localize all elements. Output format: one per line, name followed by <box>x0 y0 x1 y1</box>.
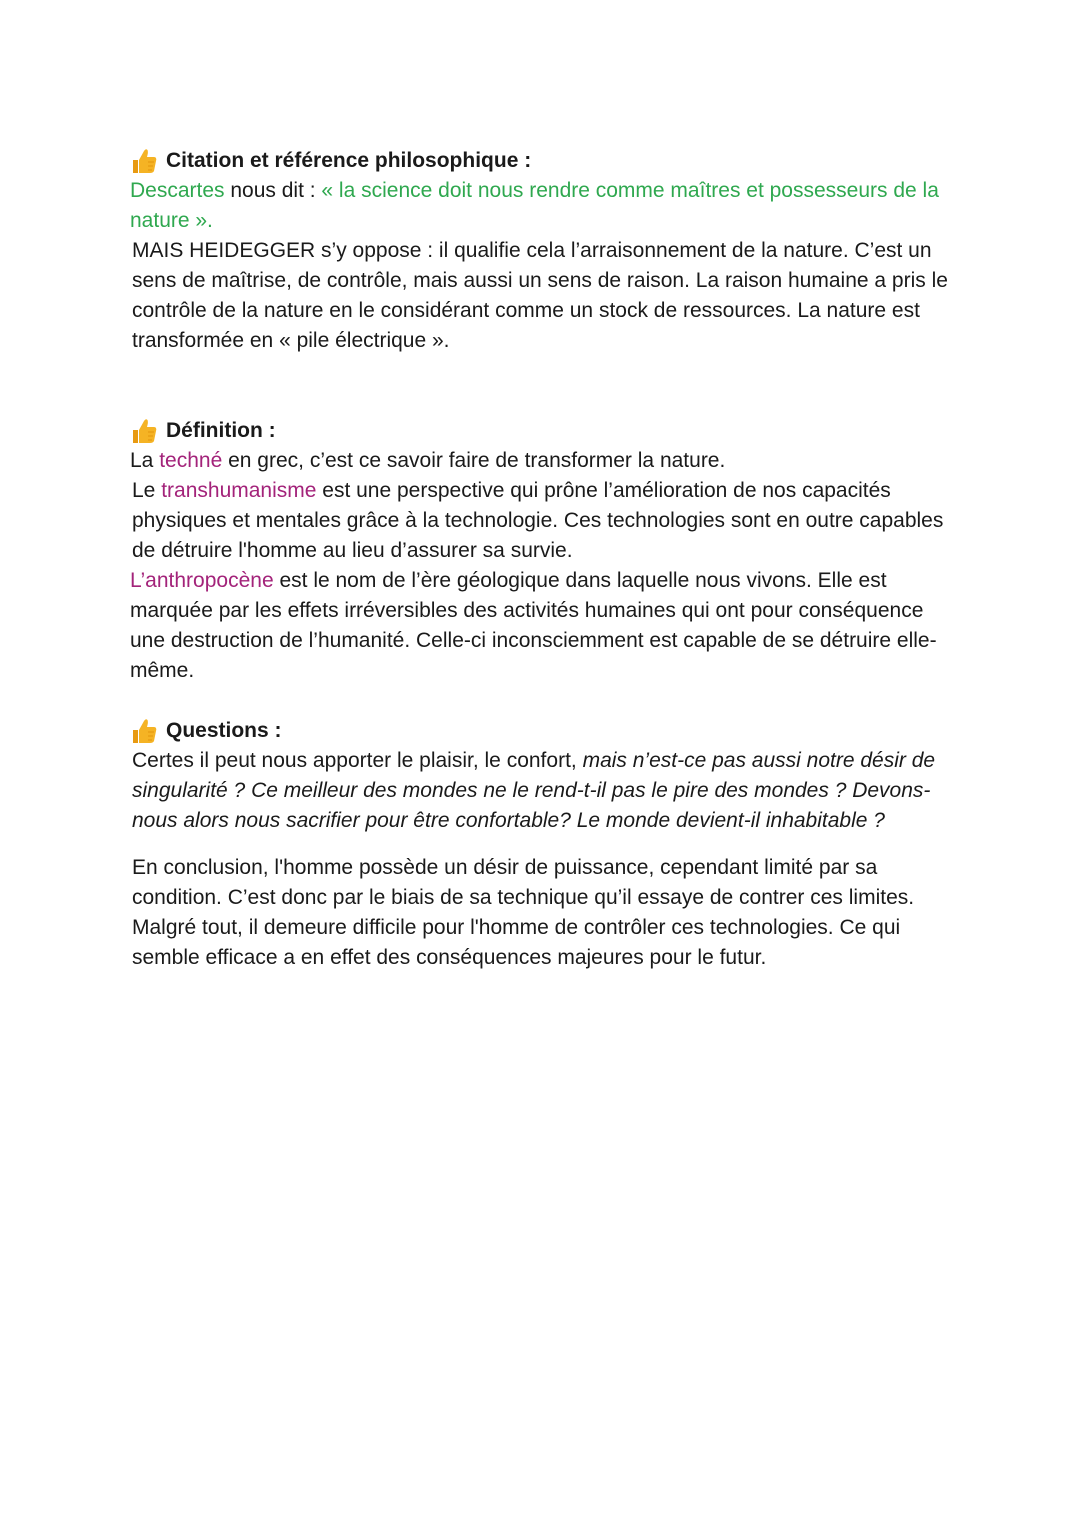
definition-transhumanisme <box>130 476 950 566</box>
descartes-mid: nous dit : <box>224 179 322 202</box>
techne-pre: La <box>130 449 160 472</box>
questions-section <box>130 716 950 836</box>
definition-techne <box>130 446 950 476</box>
conclusion-section <box>130 853 950 973</box>
transhumanisme-pre: Le <box>132 479 162 502</box>
thumbs-up-icon <box>130 717 158 745</box>
anthropocene-term: L’anthropocène <box>130 569 274 592</box>
questions-paragraph <box>130 746 950 836</box>
descartes-quote <box>130 176 950 236</box>
transhumanisme-term: transhumanisme <box>161 479 317 502</box>
questions-italic: mais n’est-ce pas aussi notre désir de singularité ? Ce meilleur des mondes ne le rend-t-il pas le pire des mondes ? Devons-nous alors nous sacrifier pour être confortable? Le monde devient-il inhabitable ? <box>132 749 936 832</box>
techne-term: techné <box>159 449 223 472</box>
conclusion-paragraph: En conclusion, l'homme possède un désir de puissance, cependant limité par sa condition. C’est donc par le biais de sa technique qu’il essaye de contrer ces limites. Malgré tout, il demeure difficile pour l'homme de contrôler ces technologies. Ce qui semble efficace a en effet des conséquences majeures pour le futur. <box>132 856 915 969</box>
techne-post: en grec, c’est ce savoir faire de transformer la nature. <box>222 449 726 472</box>
definition-heading-text: Définition : <box>166 419 276 442</box>
definition-section <box>130 416 950 686</box>
questions-plain: Certes il peut nous apporter le plaisir, le confort, <box>132 749 583 772</box>
citation-section <box>130 146 950 356</box>
heidegger-paragraph: MAIS HEIDEGGER s’y oppose : il qualifie cela l’arraisonnement de la nature. C’est un sens de maîtrise, de contrôle, mais aussi un sens de raison. La raison humaine a pris le contrôle de la nature en le considérant comme un stock de ressources. La nature est transformée en « pile électrique ». <box>132 239 948 352</box>
anthropocene-post: est le nom de l’ère géologique dans laquelle nous vivons. Elle est marquée par les effets irréversibles des activités humaines qui ont pour conséquence une destruction de l’humanité. Celle-ci inconsciemment est capable de se détruire elle-même. <box>130 569 937 682</box>
transhumanisme-post: est une perspective qui prône l’amélioration de nos capacités physiques et mentales grâce à la technologie. Ces technologies sont en outre capables de détruire l'homme au lieu d’assurer sa survie. <box>132 479 944 562</box>
descartes-citation: « la science doit nous rendre comme maîtres et possesseurs de la nature ». <box>130 179 939 232</box>
thumbs-up-icon <box>130 417 158 445</box>
thumbs-up-icon <box>130 147 158 175</box>
definition-anthropocene <box>130 566 950 686</box>
document-page <box>130 146 950 973</box>
definition-heading <box>130 416 950 446</box>
descartes-name: Descartes <box>130 179 225 202</box>
citation-heading-text: Citation et référence philosophique : <box>166 149 532 172</box>
questions-heading <box>130 716 950 746</box>
questions-heading-text: Questions : <box>166 719 282 742</box>
citation-heading <box>130 146 950 176</box>
